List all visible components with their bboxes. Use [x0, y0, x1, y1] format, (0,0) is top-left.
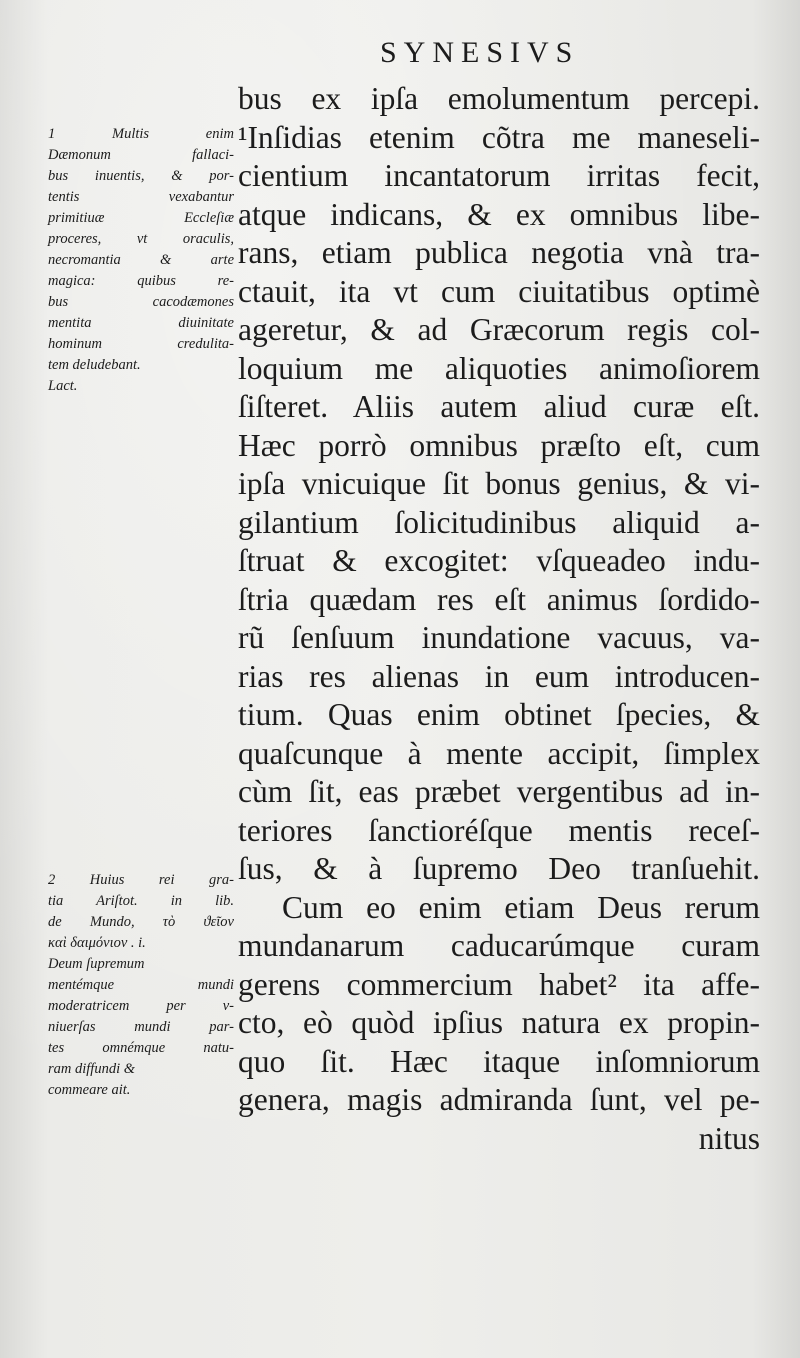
margin-note-line: hominum credulita-: [48, 336, 234, 352]
text-line: rũ ſenſuum inundatione vacuus, va-: [238, 620, 760, 655]
running-head: SYNESIVS: [380, 36, 580, 69]
text-line: ſtruat & excogitet: vſqueadeo indu-: [238, 543, 760, 578]
text-line: genera, magis admiranda ſunt, vel pe-: [238, 1082, 760, 1117]
text-line: ſiſteret. Aliis autem aliud curæ eſt.: [238, 389, 760, 424]
text-line: rans, etiam publica negotia vnà tra-: [238, 235, 760, 270]
margin-note-line: bus inuentis, & por-: [48, 168, 234, 184]
text-line: loquium me aliquoties animoſiorem: [238, 350, 760, 386]
text-line: rias res alienas in eum introducen-: [238, 658, 760, 694]
main-text: [238, 80, 760, 1158]
text-line: nitus: [698, 1120, 760, 1156]
margin-note-line: Deum ſupremum: [48, 956, 145, 972]
margin-note-line: bus cacodæmones: [48, 294, 234, 310]
margin-note-line: mentémque mundi: [48, 977, 234, 993]
text-line: ſus, & à ſupremo Deo tranſuehit.: [238, 851, 760, 886]
margin-note-line: primitiuæ Eccleſiæ: [48, 210, 234, 226]
text-line: cùm ſit, eas præbet vergentibus ad in-: [238, 774, 760, 809]
text-line: cientium incantatorum irritas fecit,: [238, 158, 760, 193]
text-line: quo ſit. Hæc itaque inſomniorum: [238, 1043, 760, 1079]
text-line: gerens commercium habet² ita affe-: [238, 966, 760, 1002]
margin-note-line: tes omnémque natu-: [48, 1040, 234, 1056]
margin-note-line: proceres, vt oraculis,: [48, 231, 234, 247]
margin-note-line: niuerſas mundi par-: [48, 1019, 234, 1035]
margin-note-line: tia Ariſtot. in lib.: [48, 893, 234, 909]
margin-note-line: tentis vexabantur: [48, 189, 234, 205]
margin-note-line: Dæmonum fallaci-: [48, 147, 234, 163]
text-line: gilantium ſolicitudinibus aliquid a-: [238, 504, 760, 540]
text-line: mundanarum caducarúmque curam: [238, 928, 760, 963]
margin-note-line: καὶ δαιμόνιον . i.: [48, 935, 146, 951]
text-line: quaſcunque à mente accipit, ſimplex: [238, 735, 760, 771]
text-line: atque indicans, & ex omnibus libe-: [238, 196, 760, 232]
margin-note-2: [48, 870, 234, 1101]
margin-note-1: [48, 124, 234, 397]
margin-note-line: 1 Multis enim: [48, 126, 234, 142]
text-line: teriores ſanctioréſque mentis receſ-: [238, 812, 760, 848]
text-line: ¹Inſidias etenim cõtra me maneseli-: [238, 119, 760, 155]
margin-note-line: Lact.: [48, 378, 78, 394]
text-line: ſtria quædam res eſt animus ſordido-: [238, 581, 760, 617]
text-line: Cum eo enim etiam Deus rerum: [282, 889, 760, 925]
text-line: tium. Quas enim obtinet ſpecies, &: [238, 697, 760, 732]
text-line: cto, eò quòd ipſius natura ex propin-: [238, 1005, 760, 1040]
margin-note-line: necromantia & arte: [48, 252, 234, 268]
margin-note-line: mentita diuinitate: [48, 315, 234, 331]
margin-note-line: tem deludebant.: [48, 357, 141, 373]
margin-note-line: moderatricem per v-: [48, 998, 234, 1014]
margin-note-line: commeare ait.: [48, 1082, 131, 1098]
text-line: bus ex ipſa emolumentum percepi.: [238, 81, 760, 116]
margin-note-line: de Mundo, τὸ ϑεῖον: [48, 914, 234, 930]
text-line: ageretur, & ad Græcorum regis col-: [238, 312, 760, 347]
margin-note-line: magica: quibus re-: [48, 273, 234, 289]
margin-note-line: 2 Huius rei gra-: [48, 872, 234, 888]
margin-note-line: ram diffundi &: [48, 1061, 136, 1077]
text-line: Hæc porrò omnibus præſto eſt, cum: [238, 427, 760, 463]
text-line: ctauit, ita vt cum ciuitatibus optimè: [238, 273, 760, 309]
text-line: ipſa vnicuique ſit bonus genius, & vi-: [238, 466, 760, 501]
